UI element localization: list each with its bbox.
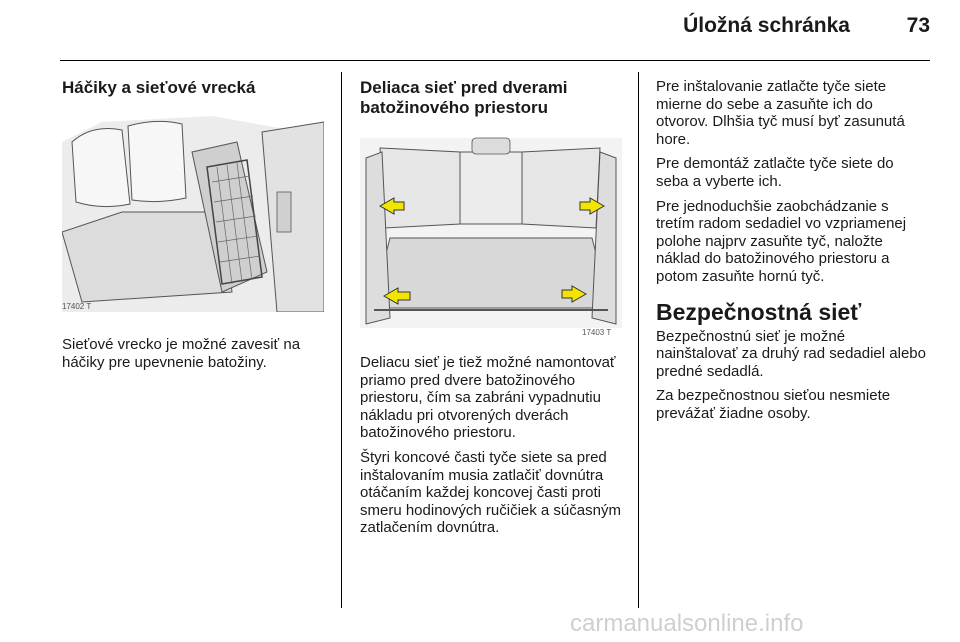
cargo-net-illustration	[62, 112, 324, 312]
page-number: 73	[906, 14, 930, 37]
partition-net-illustration	[360, 128, 622, 338]
paragraph-install: Pre inštalovanie zatlačte tyče siete mierne do sebe a zasuňte ich do otvorov. Dlhšia tyč musí byť zasunutá hore.	[656, 78, 905, 148]
paragraph-partition-net-2: Štyri koncové časti tyče siete sa pred inštalovaním musia zatlačiť dovnútra otáčaním každej koncovej časti proti smeru hodinových ručičiek a súčasným zatlačením dovnútra.	[360, 448, 621, 537]
paragraph-partition-net-1: Deliacu sieť je tiež možné namontovať priamo pred dvere batožinového priestoru, čím sa zabráni vypadnutiu nákladu pri otvorených dverách batožinového priestoru.	[360, 354, 616, 442]
figure-cargo-net-pocket	[62, 112, 324, 312]
section-heading-safety-net: Bezpečnostná sieť	[656, 298, 862, 325]
header-rule	[60, 60, 930, 61]
column-1	[62, 66, 324, 378]
figure-id-17402: 17402 T	[62, 302, 92, 311]
column-divider-2	[638, 72, 639, 608]
paragraph-remove: Pre demontáž zatlačte tyče siete do seba a vyberte ich.	[656, 155, 894, 190]
section-heading-hooks-nets: Háčiky a sieťové vrecká	[62, 78, 256, 97]
column-2	[360, 66, 622, 544]
watermark: carmanualsonline.info	[570, 610, 804, 637]
figure-id-17403: 17403 T	[582, 328, 612, 337]
paragraph-hooks-nets: Sieťové vrecko je možné zavesiť na háčiky pre upevnenie batožiny.	[62, 336, 301, 371]
figure-partition-net	[360, 128, 622, 338]
column-divider-1	[341, 72, 342, 608]
section-heading-partition-net: Deliaca sieť pred dverami batožinového priestoru	[360, 78, 568, 117]
paragraph-safety-net-2: Za bezpečnostnou sieťou nesmiete prevážať žiadne osoby.	[656, 387, 891, 422]
paragraph-safety-net-1: Bezpečnostnú sieť je možné nainštalovať za druhý rad sedadiel alebo predné sedadlá.	[656, 327, 926, 380]
column-3	[656, 66, 928, 430]
paragraph-third-row: Pre jednoduchšie zaobchádzanie s tretím radom sedadiel vo vzpriamenej polohe najprv zasuňte tyč, naložte náklad do batožinového priestoru a potom zasuňte hornú tyč.	[656, 197, 907, 285]
page-header-title: Úložná schránka	[683, 14, 850, 37]
